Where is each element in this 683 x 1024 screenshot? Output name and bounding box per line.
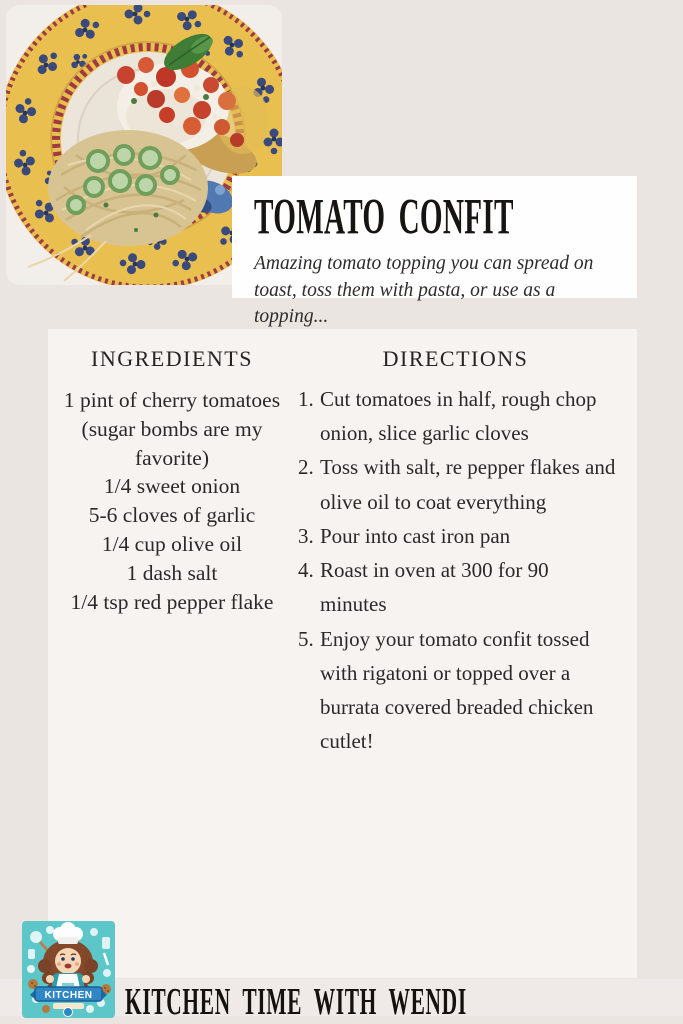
recipe-subtitle: Amazing tomato topping you can spread on toast, toss them with pasta, or use as a topping... (254, 253, 594, 328)
ingredient-item: 1 dash salt (126, 560, 218, 585)
ingredient-item: 5-6 cloves of garlic (88, 503, 256, 528)
ingredient-item: 1 pint of cherry tomatoes (sugar bombs are my favorite) (63, 388, 281, 470)
ingredients-heading: INGREDIENTS (91, 346, 253, 371)
title-card (232, 176, 637, 328)
ingredients-list (60, 386, 284, 616)
direction-step: 1. Cut tomatoes in half, rough chop onion, slice garlic cloves (319, 382, 619, 450)
recipe-body-card (48, 329, 637, 978)
logo-kitchen-text: KITCHEN (44, 990, 93, 1001)
ingredient-item: 1/4 sweet onion (103, 474, 241, 499)
directions-heading: DIRECTIONS (382, 346, 529, 371)
logo-illustration (22, 921, 115, 1018)
direction-step: 4. Roast in oven at 300 for 90 minutes (319, 553, 619, 621)
directions-section (288, 346, 637, 978)
brand-logo (22, 921, 115, 1018)
ingredient-item: 1/4 cup olive oil (101, 531, 243, 556)
recipe-title: TOMATO CONFIT (254, 189, 514, 246)
brand-name: KITCHEN TIME WITH WENDI (125, 981, 467, 1024)
directions-list (292, 382, 619, 758)
direction-step: 5. Enjoy your tomato confit tossed with rigatoni or topped over a burrata covered breaded chicken cutlet! (319, 622, 619, 759)
direction-step: 2. Toss with salt, re pepper flakes and olive oil to coat everything (319, 450, 619, 518)
ingredients-section (48, 346, 288, 978)
ingredient-item: 1/4 tsp red pepper flake (70, 589, 274, 614)
direction-step: 3. Pour into cast iron pan (319, 519, 619, 553)
